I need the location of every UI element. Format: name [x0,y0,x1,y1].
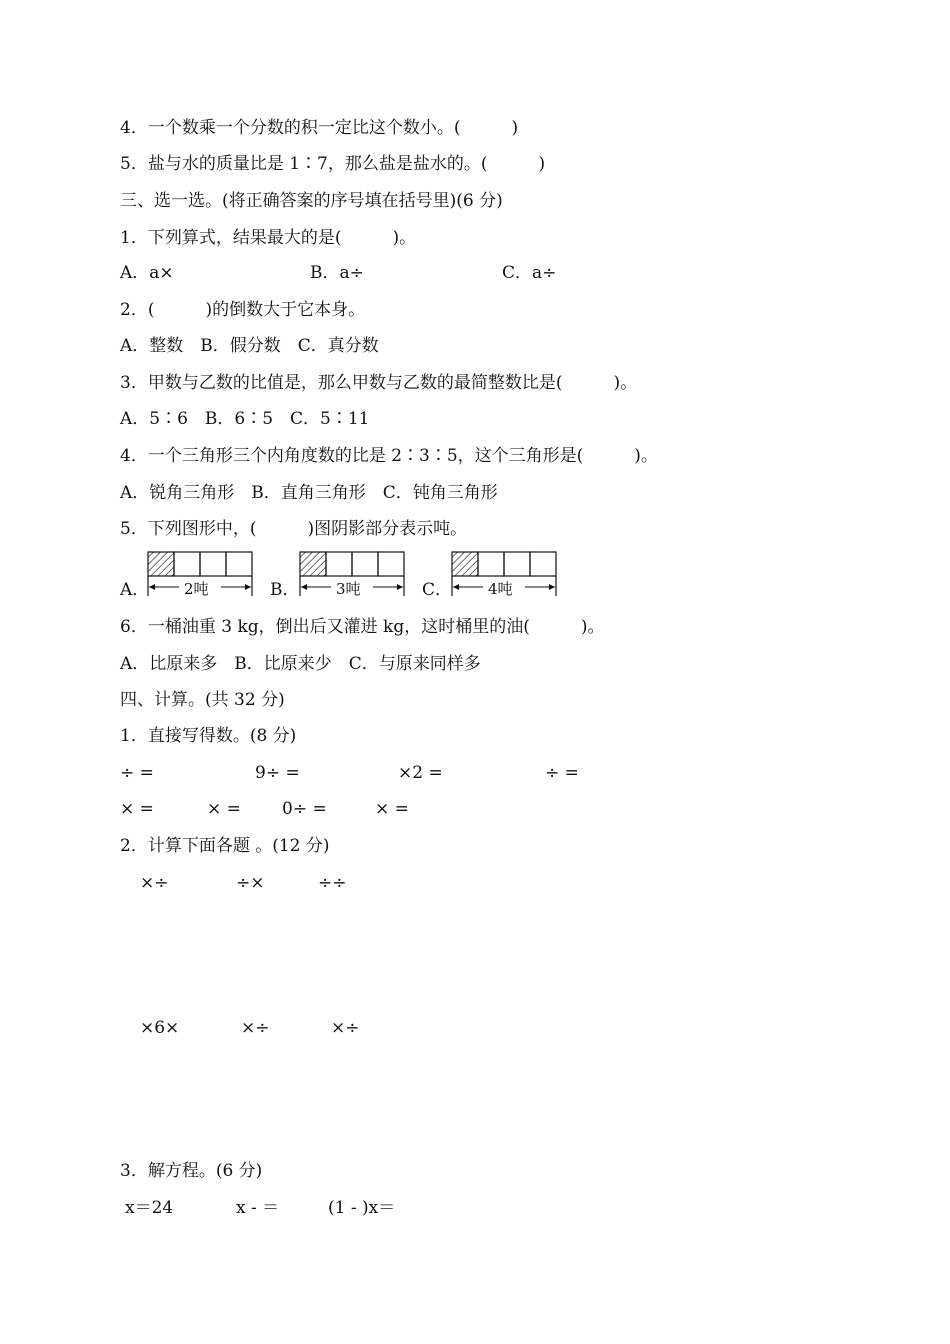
choice-q1-option-a: A．a× [120,263,174,283]
quick-calc-item: × = [375,799,409,819]
calc-part1-title: 1．直接写得数。(8 分) [120,726,297,746]
choice-q6-stem: 6．一桶油重 3 kg，倒出后又灌进 kg，这时桶里的油( )。 [120,617,605,637]
figure-a-label: A． [120,580,150,600]
quick-calc-item: ÷ = [545,763,579,783]
figure-a-measure: 2吨 [184,580,209,598]
choice-q2-options: A．整数 B．假分数 C．真分数 [120,336,379,356]
calc-expression: ×÷ [331,1018,360,1038]
judge-question-4: 4．一个数乘一个分数的积一定比这个数小。( ) [120,118,519,138]
judge-question-5: 5．盐与水的质量比是 1∶7，那么盐是盐水的。( ) [120,154,546,174]
quick-calc-item: 9÷ = [255,763,300,783]
calc-expression: ×6× [140,1018,180,1038]
choice-q6-options: A．比原来多 B．比原来少 C．与原来同样多 [120,654,481,674]
quick-calc-item: 0÷ = [282,799,327,819]
choice-q5-stem: 5．下列图形中，( )图阴影部分表示吨。 [120,519,468,539]
choice-q2-stem: 2．( )的倒数大于它本身。 [120,300,366,320]
quick-calc-item: × = [120,799,154,819]
figure-c-measure: 4吨 [488,580,513,598]
calc-part2-title: 2．计算下面各题 。(12 分) [120,836,330,856]
equation-item: x＝24 [125,1198,174,1218]
calc-expression: ÷× [236,873,265,893]
figure-b-measure: 3吨 [336,580,361,598]
choice-q3-options: A．5∶6 B．6∶5 C．5∶11 [120,409,370,429]
figure-b-bar [299,551,407,597]
quick-calc-item: ×2 = [398,763,443,783]
choice-q4-stem: 4．一个三角形三个内角度数的比是 2∶3∶5，这个三角形是( )。 [120,446,658,466]
figure-c-bar [451,551,559,597]
calc-part3-title: 3．解方程。(6 分) [120,1161,263,1181]
section-heading-calculate: 四、计算。(共 32 分) [120,690,285,710]
figure-b-label: B． [270,580,300,600]
choice-q1-stem: 1．下列算式，结果最大的是( )。 [120,228,417,248]
quick-calc-item: × = [207,799,241,819]
calc-expression: ×÷ [140,873,169,893]
quick-calc-item: ÷ = [120,763,154,783]
choice-q4-options: A．锐角三角形 B．直角三角形 C．钝角三角形 [120,483,498,503]
choice-q1-option-b: B．a÷ [310,263,364,283]
equation-item: (1 - )x＝ [328,1198,396,1218]
figure-a-bar [147,551,255,597]
calc-expression: ×÷ [241,1018,270,1038]
choice-q1-option-c: C．a÷ [502,263,557,283]
choice-q3-stem: 3．甲数与乙数的比值是，那么甲数与乙数的最简整数比是( )。 [120,373,638,393]
section-heading-choose: 三、选一选。(将正确答案的序号填在括号里)(6 分) [120,191,503,211]
equation-item: x - ＝ [236,1198,280,1218]
figure-c-label: C． [422,580,453,600]
calc-expression: ÷÷ [318,873,347,893]
